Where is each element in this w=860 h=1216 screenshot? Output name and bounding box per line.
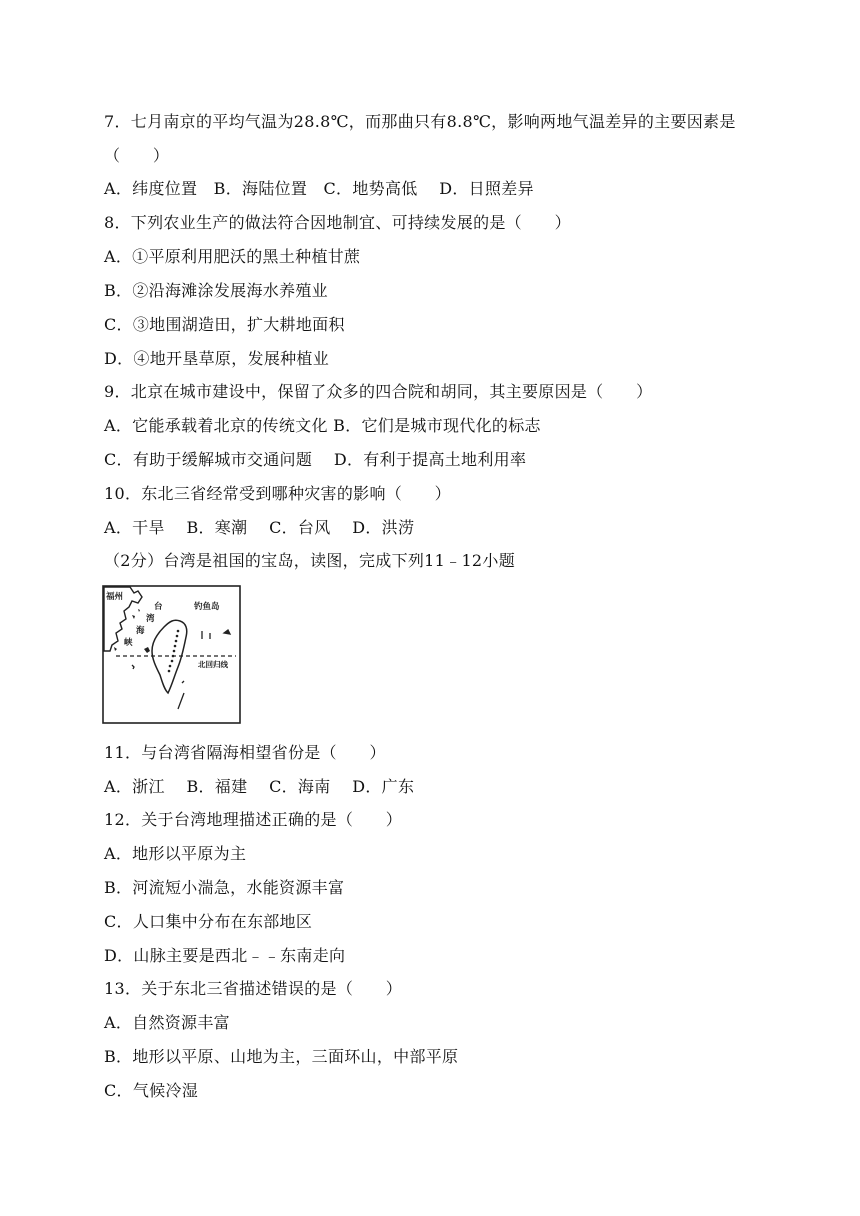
q8-option-c: C．③地围湖造田，扩大耕地面积: [104, 315, 345, 334]
q12-stem: 12．关于台湾地理描述正确的是（ ）: [104, 810, 403, 829]
q7-stem-line1: 7．七月南京的平均气温为28.8℃，而那曲只有8.8℃，影响两地气温差异的主要因素是: [104, 112, 736, 131]
q12-option-d: D．山脉主要是西北﹣﹣东南走向: [104, 946, 346, 965]
q9-stem: 9．北京在城市建设中，保留了众多的四合院和胡同，其主要原因是（ ）: [104, 382, 653, 401]
group-stem: （2分）台湾是祖国的宝岛，读图，完成下列11﹣12小题: [104, 551, 515, 570]
q7-stem-line2: （ ）: [104, 146, 170, 165]
q11-stem: 11．与台湾省隔海相望省份是（ ）: [104, 743, 386, 762]
q12-option-a: A．地形以平原为主: [104, 844, 247, 863]
taiwan-map: [102, 585, 242, 725]
q12-option-b: B．河流短小湍急，水能资源丰富: [104, 878, 345, 897]
q9-options-line2: C．有助于缓解城市交通问题 D．有利于提高土地利用率: [104, 450, 527, 469]
label-wan: 湾: [146, 614, 155, 624]
label-tai: 台: [154, 602, 163, 612]
q9-options-line1: A．它能承载着北京的传统文化 B．它们是城市现代化的标志: [104, 416, 541, 435]
q8-stem: 8．下列农业生产的做法符合因地制宜、可持续发展的是（ ）: [104, 213, 571, 232]
q11-options: A．浙江 B．福建 C．海南 D．广东: [104, 777, 415, 796]
q13-stem: 13．关于东北三省描述错误的是（ ）: [104, 979, 403, 998]
label-xia: 峡: [124, 638, 133, 648]
label-tropic: 北回归线: [198, 660, 228, 669]
taiwan-map-figure: [102, 585, 242, 725]
q13-option-b: B．地形以平原、山地为主，三面环山，中部平原: [104, 1047, 459, 1066]
q12-option-c: C．人口集中分布在东部地区: [104, 912, 313, 931]
q13-option-c: C．气候冷湿: [104, 1081, 199, 1100]
q10-stem: 10．东北三省经常受到哪种灾害的影响（ ）: [104, 484, 451, 503]
label-fuzhou: 福州: [106, 592, 124, 602]
q8-option-d: D．④地开垦草原，发展种植业: [104, 349, 330, 368]
label-diaoyu: 钓鱼岛: [194, 602, 220, 612]
q8-option-a: A．①平原利用肥沃的黑土种植甘蔗: [104, 247, 361, 266]
q8-option-b: B．②沿海滩涂发展海水养殖业: [104, 281, 328, 300]
q7-options: A．纬度位置 B．海陆位置 C．地势高低 D．日照差异: [104, 179, 534, 198]
label-hai: 海: [136, 626, 145, 636]
q13-option-a: A．自然资源丰富: [104, 1013, 230, 1032]
q10-options: A．干旱 B．寒潮 C．台风 D．洪涝: [104, 518, 415, 537]
